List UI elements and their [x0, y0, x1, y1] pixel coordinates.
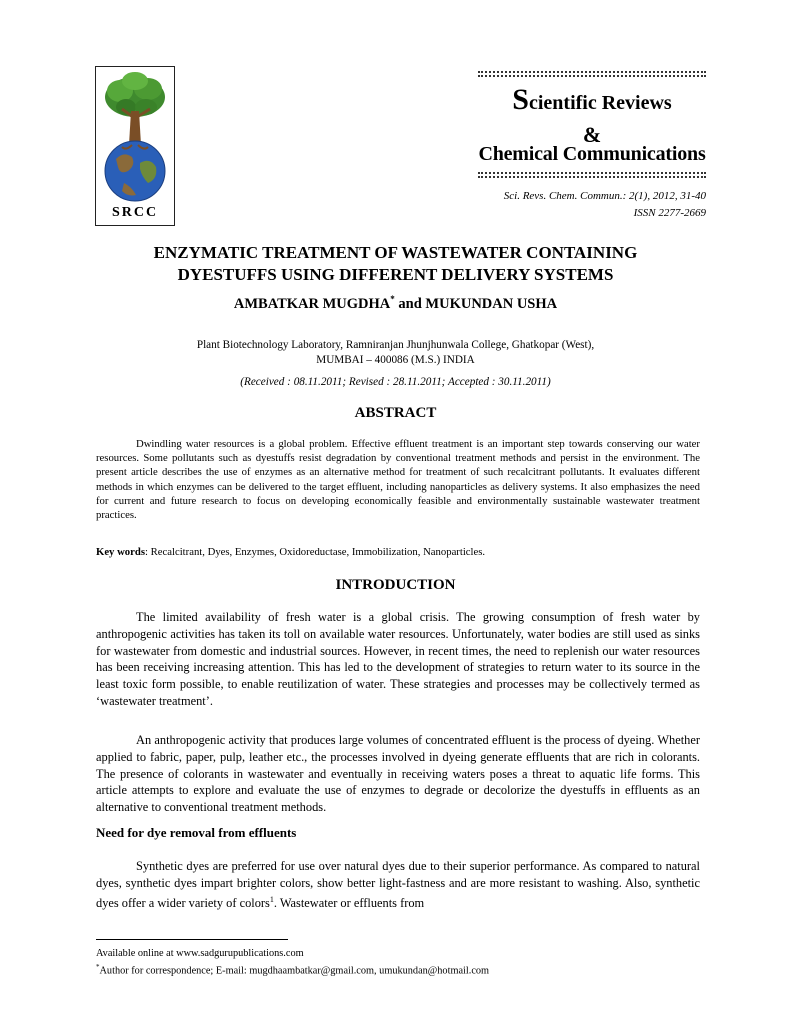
- keywords: Key words: Recalcitrant, Dyes, Enzymes, Oxidoreductase, Immobilization, Nanoparticles.: [96, 546, 486, 558]
- issn: ISSN 2277-2669: [633, 207, 706, 219]
- tree-globe-icon: [96, 67, 174, 225]
- reference-mark: 1: [269, 894, 274, 904]
- abstract-text: Dwindling water resources is a global problem. Effective effluent treatment is an important step towards conserving our water resources. Some pollutants such as dyestuffs resist degradation by conventional treatment methods and persist in the environment. The present article describes the use of enzymes as an alternative method for treatment of such recalcitrant pollutants. It evaluates different methods in which enzymes can be delivered to the target effluent, including nanoparticles as delivery systems. It also emphasizes the need for current and future research to focus on developing economically feasible and environmentally sustainable wastewater treatment practices.: [96, 438, 700, 522]
- abstract-heading: ABSTRACT: [354, 405, 437, 421]
- citation: Sci. Revs. Chem. Commun.: 2(1), 2012, 31-40: [503, 190, 706, 202]
- intro-paragraph-2: An anthropogenic activity that produces large volumes of concentrated effluent is the process of dyeing. Whether applied to fabric, paper, pulp, leather etc., the processes involved in dyeing generate effluents that are rich in colorants. The presence of colorants in wastewater and eventually in receiving waters poses a threat to aquatic life forms. This article attempts to explore and evaluate the use of enzymes to degrade or decolorize the dyestuffs in effluents as an alternative to conventional treatment methods.: [96, 733, 700, 815]
- logo-text: SRCC: [111, 205, 159, 220]
- footnote-rule: [96, 939, 288, 940]
- journal-ampersand: &: [582, 122, 602, 147]
- header-dotted-rule-top-2: [478, 75, 706, 77]
- journal-name-line2: Chemical Communications: [478, 143, 706, 165]
- subsection-heading: Need for dye removal from effluents: [96, 825, 297, 840]
- intro-paragraph-3: Synthetic dyes are preferred for use over natural dyes due to their superior performance. As compared to natural dyes, synthetic dyes impart brighter colors, show better light-fastness and are more resistant to washing. Also, synthetic dyes offer a wider variety of colors$^1$. Wastewater or effluents from: [96, 859, 700, 910]
- header-dotted-rule-bottom-2: [478, 176, 706, 178]
- submission-dates: (Received : 08.11.2011; Revised : 28.11.2011; Accepted : 30.11.2011): [240, 376, 551, 388]
- header-dotted-rule-bottom: [478, 172, 706, 174]
- intro-paragraph-1: The limited availability of fresh water is a global crisis. The growing consumption of fresh water by anthropogenic activities has taken its toll on available water resources. Unfortunately, water bodies are still used as sinks for wastewater from domestic and industrial sources. However, in recent times, the need to replenish our water resources has been receiving increasing attention. This has led to the development of strategies to return water to its source in the least toxic form possible, to enable reutilization of water. These strategies and processes may be collectively termed as ‘wastewater treatment’.: [96, 610, 700, 708]
- journal-name-line1: Scientific Reviews: [512, 83, 672, 116]
- introduction-heading: INTRODUCTION: [335, 577, 456, 593]
- title-line-2: DYESTUFFS USING DIFFERENT DELIVERY SYSTEMS: [177, 265, 614, 284]
- article-title: [90, 242, 701, 286]
- title-line-1: ENZYMATIC TREATMENT OF WASTEWATER CONTAINING: [153, 243, 638, 262]
- journal-logo: [95, 66, 175, 226]
- authors: AMBATKAR MUGDHA* and MUKUNDAN USHA: [233, 294, 558, 312]
- footnote-online: Available online at www.sadgurupublications.com: [96, 948, 304, 959]
- footnote-author: *Author for correspondence; E-mail: mugdhaambatkar@gmail.com, umukundan@hotmail.com: [96, 963, 490, 977]
- header-dotted-rule-top: [478, 71, 706, 73]
- affiliation: Plant Biotechnology Laboratory, Ramniranjan Jhunjhunwala College, Ghatkopar (West), MUMBAI – 400086 (M.S.) INDIA: [196, 339, 595, 366]
